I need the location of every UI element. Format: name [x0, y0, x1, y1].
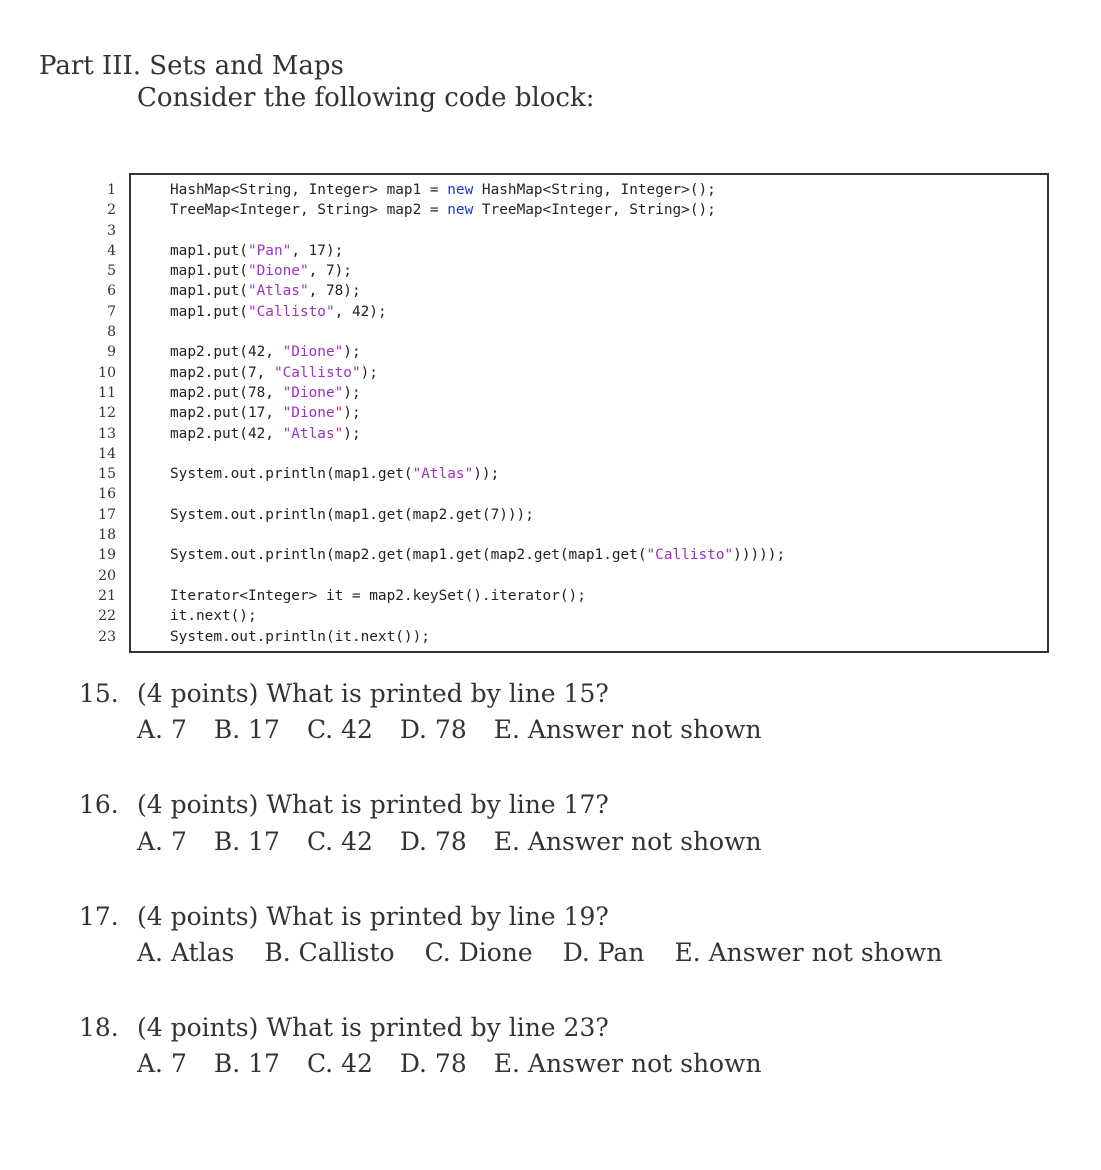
code-line: TreeMap<Integer, String> map2 = new TreeMap<Integer, String>(); [170, 202, 716, 219]
line-number: 23 [98, 628, 116, 645]
code-line: it.next(); [170, 608, 257, 625]
question-number: 18. [79, 1013, 119, 1042]
code-line [170, 221, 785, 241]
answer-option-a[interactable]: A. 7 [137, 715, 187, 744]
line-number: 17 [98, 506, 116, 523]
line-number: 11 [98, 384, 116, 401]
code-line: map2.put(78, "Dione"); [170, 384, 361, 401]
line-number: 4 [107, 242, 116, 259]
line-number: 6 [107, 283, 116, 300]
answer-option-c[interactable]: C. 42 [306, 715, 373, 744]
answer-option-a[interactable]: A. 7 [137, 827, 187, 856]
code-line: System.out.println(map2.get(map1.get(map2.get(map1.get("Callisto"))))); [170, 547, 786, 564]
line-number: 8 [107, 324, 116, 341]
question-number: 17. [79, 902, 119, 931]
line-number: 19 [98, 547, 116, 564]
line-number: 14 [98, 445, 116, 462]
answer-option-d[interactable]: D. 78 [399, 1049, 467, 1078]
code-line: map2.put(7, "Callisto"); [170, 364, 378, 381]
question-15 [79, 678, 1079, 710]
line-number: 10 [98, 364, 116, 381]
line-number: 18 [98, 527, 116, 544]
answer-option-c[interactable]: C. 42 [306, 1049, 373, 1078]
answer-option-e[interactable]: E. Answer not shown [493, 1049, 762, 1078]
question-15-options [137, 714, 789, 746]
question-17-options [137, 937, 972, 969]
question-prompt: (4 points) What is printed by line 17? [137, 790, 609, 819]
answer-option-e[interactable]: E. Answer not shown [493, 715, 762, 744]
answer-option-c[interactable]: C. Dione [424, 938, 533, 967]
code-line: map1.put("Pan", 17); [170, 242, 344, 259]
code-line [170, 322, 785, 342]
answer-option-e[interactable]: E. Answer not shown [493, 827, 762, 856]
line-number: 16 [98, 486, 116, 503]
section-title: Part III. Sets and Maps [39, 51, 344, 81]
code-line: System.out.println(map1.get(map2.get(7))); [170, 506, 534, 523]
question-18 [79, 1012, 1079, 1044]
question-16-options [137, 826, 789, 858]
code-line [170, 525, 785, 545]
answer-option-b[interactable]: B. 17 [213, 715, 280, 744]
answer-option-d[interactable]: D. 78 [399, 715, 467, 744]
question-prompt: (4 points) What is printed by line 19? [137, 902, 609, 931]
line-number: 13 [98, 425, 116, 442]
answer-option-d[interactable]: D. 78 [399, 827, 467, 856]
question-16 [79, 789, 1079, 821]
question-prompt: (4 points) What is printed by line 23? [137, 1013, 609, 1042]
question-number: 15. [79, 679, 119, 708]
question-prompt: (4 points) What is printed by line 15? [137, 679, 609, 708]
line-number: 3 [107, 222, 116, 239]
code-line: map1.put("Callisto", 42); [170, 303, 387, 320]
answer-option-d[interactable]: D. Pan [562, 938, 645, 967]
line-number: 2 [107, 202, 116, 219]
line-number: 21 [98, 587, 116, 604]
code-line: HashMap<String, Integer> map1 = new HashMap<String, Integer>(); [170, 182, 716, 198]
code-line [170, 566, 785, 586]
question-18-options [137, 1048, 789, 1080]
code-line: map1.put("Dione", 7); [170, 263, 352, 280]
code-line: System.out.println(map1.get("Atlas")); [170, 466, 500, 483]
intro-text: Consider the following code block: [137, 83, 595, 113]
answer-option-e[interactable]: E. Answer not shown [674, 938, 943, 967]
code-line: map1.put("Atlas", 78); [170, 283, 361, 300]
code-line-numbers [82, 180, 116, 647]
line-number: 15 [98, 466, 116, 483]
line-number: 5 [107, 263, 116, 280]
code-block [170, 180, 785, 647]
code-line: map2.put(42, "Dione"); [170, 344, 361, 361]
code-line: Iterator<Integer> it = map2.keySet().iterator(); [170, 587, 586, 604]
code-line [170, 484, 785, 504]
answer-option-a[interactable]: A. Atlas [137, 938, 235, 967]
code-line [170, 444, 785, 464]
answer-option-b[interactable]: B. Callisto [264, 938, 395, 967]
line-number: 7 [107, 303, 116, 320]
code-line: map2.put(42, "Atlas"); [170, 425, 361, 442]
line-number: 9 [107, 344, 116, 361]
question-17 [79, 901, 1079, 933]
line-number: 20 [98, 567, 116, 584]
answer-option-a[interactable]: A. 7 [137, 1049, 187, 1078]
code-line: map2.put(17, "Dione"); [170, 405, 361, 422]
line-number: 12 [98, 405, 116, 422]
answer-option-c[interactable]: C. 42 [306, 827, 373, 856]
code-line: System.out.println(it.next()); [170, 628, 430, 645]
answer-option-b[interactable]: B. 17 [213, 1049, 280, 1078]
question-number: 16. [79, 790, 119, 819]
answer-option-b[interactable]: B. 17 [213, 827, 280, 856]
line-number: 22 [98, 608, 116, 625]
line-number: 1 [107, 182, 116, 198]
